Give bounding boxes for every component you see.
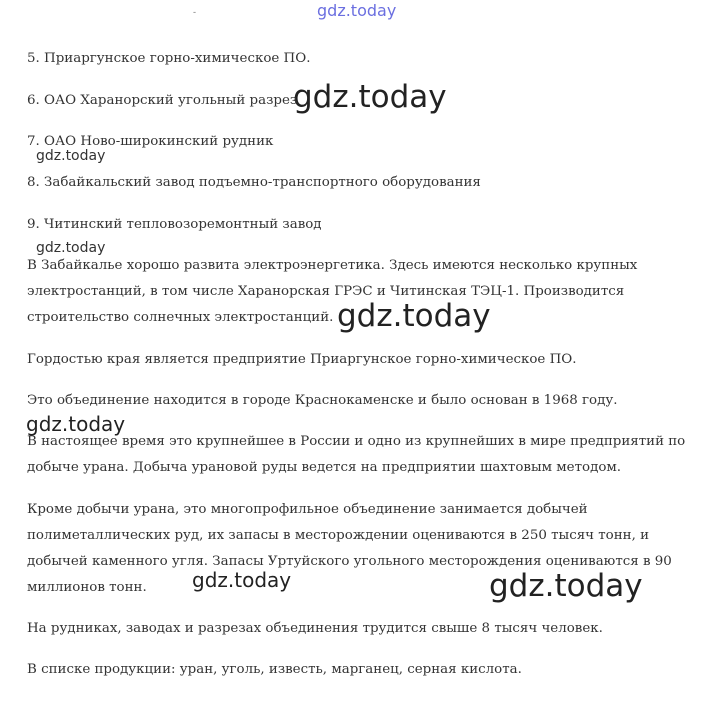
watermark-top: gdz.today: [317, 1, 397, 20]
watermark-medium: gdz.today: [192, 568, 292, 592]
watermark-large: gdz.today: [489, 568, 643, 604]
paragraph: В Забайкалье хорошо развита электроэнергетика. Здесь имеются несколько крупных электростанций, в том числе Харанорская ГРЭС и Читинская ТЭЦ-1. Производится строительство солнечных электростанций.: [27, 258, 638, 325]
paragraph: В списке продукции: уран, уголь, известь, марганец, серная кислота.: [27, 662, 522, 677]
list-item: 8. Забайкальский завод подъемно-транспортного оборудования: [27, 175, 481, 190]
list-item: 5. Приаргунское горно-химическое ПО.: [27, 51, 311, 66]
paragraph: Это объединение находится в городе Краснокаменске и было основан в 1968 году.: [27, 393, 618, 408]
watermark-small: gdz.today: [36, 240, 106, 256]
watermark-medium: gdz.today: [26, 412, 126, 436]
watermark-large: gdz.today: [293, 79, 447, 115]
list-item: 9. Читинский тепловозоремонтный завод: [27, 217, 322, 232]
paragraph: На рудниках, заводах и разрезах объединения трудится свыше 8 тысяч человек.: [27, 621, 603, 636]
list-item: 6. ОАО Харанорский угольный разрез: [27, 93, 298, 108]
watermark-large: gdz.today: [337, 298, 491, 334]
paragraph: Кроме добычи урана, это многопрофильное объединение занимается добычей полиметаллических руд, их запасы в месторождении оцениваются в 250 тысяч тонн, и добычей каменного угля. Запасы Уртуйского угольного месторождения оцениваются в 90 миллионов тонн.: [27, 502, 672, 595]
paragraph: Гордостью края является предприятие Приаргунское горно-химическое ПО.: [27, 352, 577, 367]
list-item: 7. ОАО Ново-широкинский рудник: [27, 134, 274, 149]
watermark-small: gdz.today: [36, 148, 106, 164]
top-mark: -: [193, 8, 197, 18]
paragraph: В настоящее время это крупнейшее в России и одно из крупнейших в мире предприятий по добыче урана. Добыча урановой руды ведется на предприятии шахтовым методом.: [27, 434, 686, 475]
